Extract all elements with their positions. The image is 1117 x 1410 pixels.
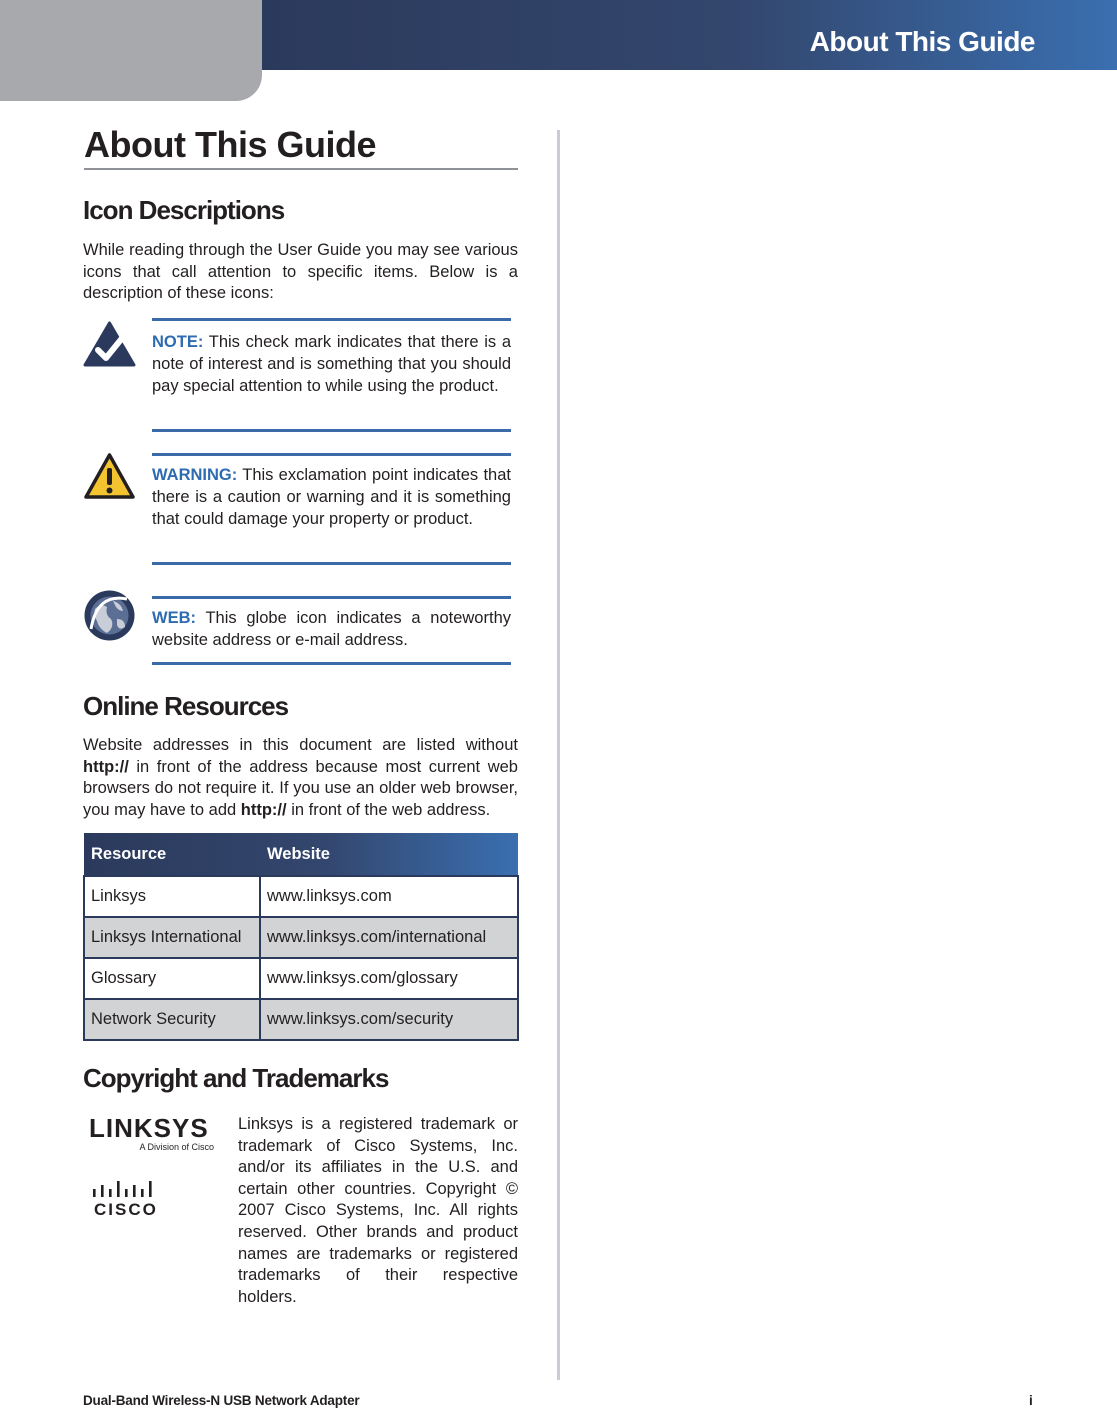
table-cell-website: www.linksys.com/international (260, 917, 518, 958)
icon-descriptions-heading: Icon Descriptions (83, 195, 285, 225)
online-resources-text-3: in front of the web address. (291, 800, 491, 819)
column-divider (557, 130, 560, 1380)
table-row (84, 876, 518, 917)
linksys-logo-subtitle: A Division of Cisco (139, 1142, 214, 1152)
table-header-resource: Resource (91, 844, 167, 863)
header-gray-tab (0, 0, 262, 101)
table-cell-website: www.linksys.com/security (260, 999, 518, 1040)
exclamation-warning-icon (83, 452, 136, 500)
note-label: NOTE: (152, 333, 204, 351)
web-label: WEB: (152, 609, 196, 627)
footer-product-name: Dual-Band Wireless-N USB Network Adapter (83, 1393, 360, 1408)
page-title: About This Guide (84, 124, 376, 165)
table-cell-resource: Linksys International (84, 917, 260, 958)
linksys-logo-text: LINKSYS (89, 1113, 209, 1143)
checkmark-note-icon (83, 321, 136, 367)
table-row (84, 917, 518, 958)
title-rule (84, 168, 518, 170)
online-resources-text-2: in front of the address because most current web browsers do not require it. If you use an older web browser, you may have to add (83, 757, 518, 819)
cisco-bridge-logo-icon (92, 1180, 156, 1198)
web-paragraph (152, 607, 511, 651)
note-callout (152, 318, 511, 432)
footer-page-number: i (1029, 1393, 1033, 1408)
note-text: This check mark indicates that there is a note of interest and is something that you should pay special attention to while using the product. (152, 333, 512, 395)
table-header-row (84, 833, 518, 876)
table-cell-resource: Network Security (84, 999, 260, 1040)
http-prefix-1: http:// (83, 757, 129, 776)
warning-callout (152, 453, 511, 565)
globe-web-icon (83, 589, 136, 642)
table-row (84, 999, 518, 1040)
icon-descriptions-intro: While reading through the User Guide you may see various icons that call attention to specific items. Below is a description of these icons: (83, 241, 518, 303)
web-text: This globe icon indicates a noteworthy website address or e-mail address. (152, 609, 511, 649)
table-cell-website: www.linksys.com/glossary (260, 958, 518, 999)
table-cell-website: www.linksys.com (260, 876, 518, 917)
warning-label: WARNING: (152, 466, 238, 484)
resources-table (83, 833, 519, 1041)
online-resources-paragraph (83, 735, 518, 821)
cisco-logo-text: CISCO (94, 1200, 158, 1219)
table-row (84, 958, 518, 999)
header-title: About This Guide (809, 26, 1035, 57)
warning-text: This exclamation point indicates that there is a caution or warning and it is something that could damage your property or product. (152, 466, 511, 528)
online-resources-heading: Online Resources (83, 691, 289, 721)
online-resources-text-1: Website addresses in this document are listed without (83, 736, 518, 754)
note-paragraph (152, 331, 511, 397)
table-cell-resource: Linksys (84, 876, 260, 917)
copyright-text: Linksys is a registered trademark or trademark of Cisco Systems, Inc. and/or its affiliates in the U.S. and certain other countries. Copyright © 2007 Cisco Systems, Inc. All rights reserved. Other brands and product names are trademarks or registered trademarks of their respective holders. (238, 1115, 518, 1306)
copyright-heading: Copyright and Trademarks (83, 1063, 389, 1093)
http-prefix-2: http:// (240, 800, 287, 819)
web-callout (152, 596, 511, 665)
header-bar (262, 0, 1117, 70)
linksys-logo (89, 1114, 224, 1153)
table-cell-resource: Glossary (84, 958, 260, 999)
table-header-website: Website (267, 844, 330, 863)
warning-paragraph (152, 464, 511, 530)
